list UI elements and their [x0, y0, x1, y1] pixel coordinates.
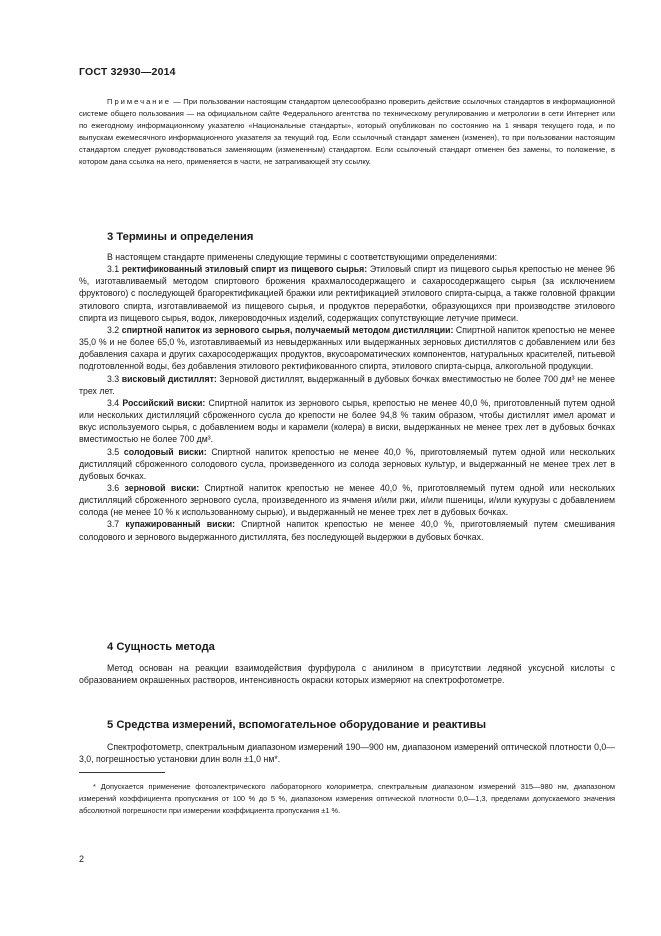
footnote-divider	[79, 772, 165, 773]
term-3-6-name: зерновой виски:	[124, 482, 200, 493]
term-3-2-name: спиртной напиток из зернового сырья, получаемый методом дистилляции:	[121, 324, 454, 335]
note-label: Примечание	[107, 97, 171, 106]
term-3-3: 3.3 висковый дистиллят: Зерновой дистиллят, выдержанный в дубовых бочках вместимостью не более 700 дм³ не менее трех лет.	[79, 373, 615, 396]
term-3-4-name: Российский виски:	[122, 397, 206, 408]
section-4-text: Метод основан на реакции взаимодействия фурфурола с анилином в присутствии ледяной уксусной кислоты с образованием окрашенных растворов, интенсивность окраски которых измеряют на спектрофотометре.	[79, 663, 615, 686]
note-paragraph	[79, 96, 615, 168]
term-3-7-name: купажированный виски:	[125, 519, 236, 530]
section-3-heading: 3 Термины и определения	[107, 231, 254, 243]
section-4-body	[79, 662, 615, 686]
section-3-intro: В настоящем стандарте применены следующие термины с соответствующими определениями:	[107, 252, 498, 262]
section-5-body	[79, 741, 615, 765]
footnote-text: * Допускается применение фотоэлектрического лабораторного колориметра, спектральным диапазоном измерений 315—980 нм, диапазоном измерений коэффициента пропускания от 100 % до 5 %, диапазоном измерения оптической плотности 0,0—1,3, пределами допускаемого значения абсолютной погрешности при измерении коэффициента пропускания ±1 %.	[79, 782, 615, 815]
term-3-5-name: солодовый виски:	[123, 446, 207, 457]
term-3-1-name: ректификованный этиловый спирт из пищевого сырья:	[121, 264, 368, 275]
term-3-6: 3.6 зерновой виски: Спиртной напиток крепостью не менее 40,0 %, приготовляемый путем одной или нескольких дистилляций сброженного зернового сусла, произведенного из ячменя и/или ржи, и/или пшеницы, и/или кукурузы с добавлением солода (не менее 10 % к использованному сырью), и выдержанный не менее трех лет в дубовых бочках.	[79, 482, 615, 518]
term-3-2: 3.2 спиртной напиток из зернового сырья, получаемый методом дистилляции: Спиртной напиток крепостью не менее 35,0 % и не более 65,0 %, изготавливаемый из невыдержанных или выдержанных зерновых дистиллятов с добавлением или без добавления сахара и других сахаросодержащих продуктов, вкусоароматических компонентов, натуральных красителей, питьевой подготовленной воды, без добавления этилового ректификованного спирта, этилового спирта-сырца, алкогольной продукции.	[79, 324, 615, 372]
section-4-heading: 4 Сущность метода	[107, 641, 215, 653]
term-3-7: 3.7 купажированный виски: Спиртной напиток крепостью не менее 40,0 %, приготовляемый путем смешивания солодового и зернового выдержанного дистиллята, без последующей выдержки в дубовых бочках.	[79, 519, 615, 542]
footnote	[79, 781, 615, 817]
note-text: — При пользовании настоящим стандартом целесообразно проверить действие ссылочных стандартов в информационной системе общего пользования — на официальном сайте Федерального агентства по техническому регулированию и метрологии в сети Интернет или по ежегодному информационному указателю «Национальные стандарты», который опубликован по состоянию на 1 января текущего года, и по выпускам ежемесячного информационного указателя за текущий год. Если ссылочный стандарт заменен (изменен), то при пользовании настоящим стандартом следует руководствоваться заменяющим (измененным) стандартом. Если ссылочный стандарт отменен без замены, то положение, в котором дана ссылка на него, применяется в части, не затрагивающей эту ссылку.	[79, 97, 615, 166]
term-3-5: 3.5 солодовый виски: Спиртной напиток крепостью не менее 40,0 %, приготовляемый путем одной или нескольких дистилляций сброженного солодового сусла, произведенного из солода зерновых культур, и выдержанный не менее трех лет в дубовых бочках.	[79, 446, 615, 481]
term-3-3-name: висковый дистиллят:	[121, 373, 217, 384]
section-5-heading: 5 Средства измерений, вспомогательное оборудование и реактивы	[107, 719, 487, 731]
note-block	[79, 96, 615, 168]
section-5-text: Спектрофотометр, спектральным диапазоном измерений 190—900 нм, диапазоном измерений оптической плотности 0,0—3,0, погрешностью установки длин волн ±1,0 нм*.	[79, 742, 615, 765]
section-3-body	[79, 251, 615, 543]
term-3-4: 3.4 Российский виски: Спиртной напиток из зернового сырья, крепостью не менее 40,0 %, приготовленный путем одной или нескольких дистилляций сброженного сусла до крепости не более 94,8 % таким образом, чтобы дистиллят имел аромат и вкус используемого сырья, с добавлением воды и карамели (колера) в виски, выдержанных не менее трех лет в дубовых бочках вместимостью не более 700 дм³.	[79, 397, 615, 445]
document-header: ГОСТ 32930—2014	[79, 66, 176, 78]
page-number: 2	[79, 854, 85, 864]
term-3-1: 3.1 ректификованный этиловый спирт из пищевого сырья: Этиловый спирт из пищевого сырья крепостью не менее 96 %, изготавливаемый методом спиртового брожения крахмалосодержащего и сахаросодержащего сырья (за исключением фруктового) с последующей брагоректификацией бражки или ректификацией этилового спирта-сырца, а также головной фракции этилового спирта, изготавливаемой из пищевого сырья, и продуктов переработки, образующихся при производстве этилового спирта из пищевого сырья, водок, ликероводочных изделий, содержащих сопутствующие летучие примеси.	[79, 264, 615, 323]
